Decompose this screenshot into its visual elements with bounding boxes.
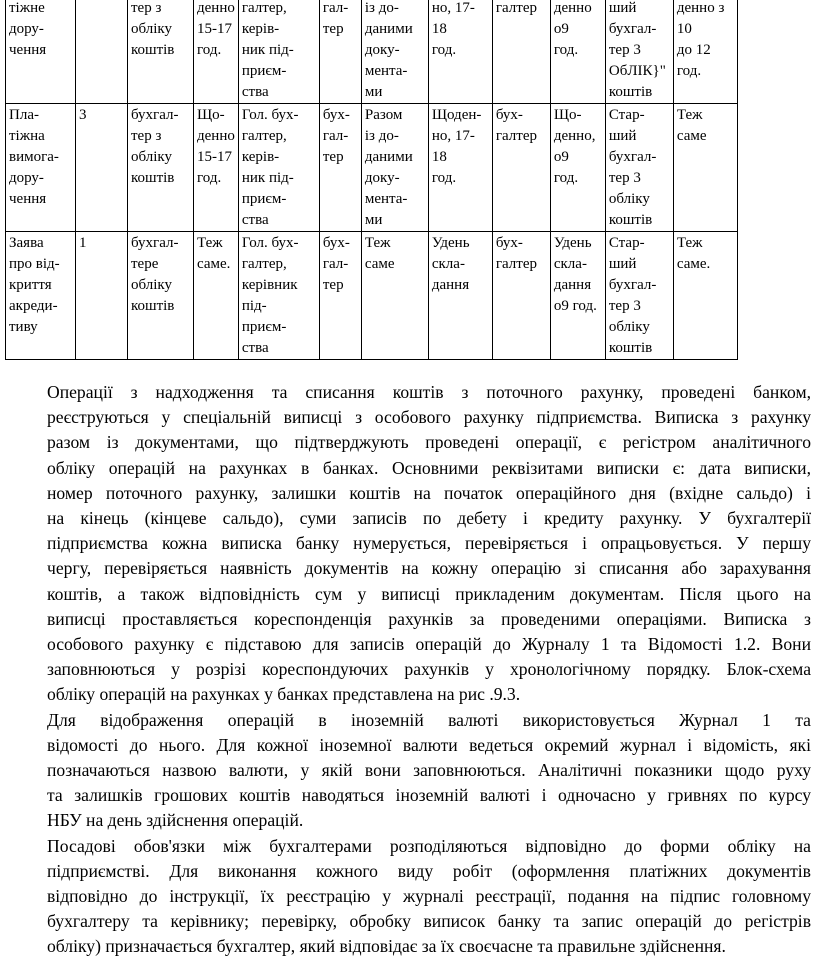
cell-text: Стар-	[608, 235, 645, 251]
cell-text: керівник	[241, 277, 298, 293]
cell-text: ми	[364, 212, 383, 228]
cell-text: денно з	[676, 0, 725, 16]
cell-text: 15-17	[197, 149, 232, 165]
cell-text: год.	[676, 63, 702, 79]
cell-text: тіжне	[9, 0, 45, 16]
table-cell	[361, 232, 428, 360]
table-cell	[361, 0, 428, 104]
cell-text: приєм-	[241, 319, 287, 335]
cell-text: дору-	[9, 21, 44, 37]
cell-text: чення	[9, 191, 47, 207]
paragraph-2	[5, 708, 811, 834]
cell-text: коштів	[131, 298, 175, 314]
cell-text: скла-	[431, 256, 465, 272]
cell-text: о9	[553, 21, 569, 37]
text-line: підприємства кожна виписка банку нумерується, перевіряється і опрацьовується. У першу	[47, 533, 811, 554]
table-cell	[319, 104, 361, 232]
table-cell	[128, 0, 194, 104]
cell-text: Теж	[676, 235, 703, 251]
table-cell	[605, 104, 673, 232]
cell-text: 1	[79, 235, 87, 251]
text-line: відповідно до інструкції, їх реєстрацію у журналі реєстрації, подання на підпис головному	[47, 886, 811, 907]
cell-text: галтер	[495, 0, 537, 16]
cell-text: про від-	[9, 256, 60, 272]
table-cell	[605, 0, 673, 104]
text-line: обліку операцій на рахунках в банках. Основними реквізитами виписки є: дата виписки,	[47, 457, 811, 478]
cell-text: галтер	[495, 256, 537, 272]
cell-text: денно	[197, 128, 235, 144]
cell-text: ший	[608, 256, 637, 272]
cell-text: обліку	[131, 277, 172, 293]
table-cell	[673, 0, 737, 104]
cell-text: год.	[553, 42, 579, 58]
text-line: Для відображення операцій в іноземній валюті використовується Журнал 1 та	[47, 709, 811, 730]
cell-text: Удень	[431, 235, 470, 251]
table-cell	[550, 0, 605, 104]
table-cell	[238, 232, 319, 360]
cell-text: із до-	[364, 0, 399, 16]
cell-text: тер	[322, 21, 344, 37]
table-cell	[76, 232, 128, 360]
cell-text: саме.	[197, 256, 231, 272]
text-line: НБУ на день здійснення операцій.	[47, 810, 304, 831]
cell-text: галтер,	[241, 256, 287, 272]
table-body	[6, 0, 738, 360]
cell-text: 10	[676, 21, 692, 37]
table-row	[6, 232, 738, 360]
cell-text: Теж	[676, 107, 703, 123]
cell-text: тер з	[131, 128, 162, 144]
table-cell	[6, 0, 76, 104]
cell-text: ник під-	[241, 42, 294, 58]
table-row	[6, 0, 738, 104]
cell-text: о9	[553, 149, 569, 165]
text-line: Операції з надходження та списання коштів з поточного рахунку, проведені банком,	[47, 382, 811, 402]
cell-text: коштів	[131, 42, 175, 58]
table-cell	[492, 232, 550, 360]
document-table	[5, 0, 738, 360]
cell-text: ства	[241, 212, 269, 228]
cell-text: 18	[431, 21, 447, 37]
cell-text: о9 год.	[553, 298, 597, 314]
cell-text: 15-17	[197, 21, 232, 37]
cell-text: дання	[431, 277, 470, 293]
cell-text: денно,	[553, 128, 596, 144]
table-cell	[128, 232, 194, 360]
cell-text: коштів	[608, 340, 653, 356]
cell-text: коштів	[608, 212, 653, 228]
table-cell	[492, 0, 550, 104]
cell-text: тер	[322, 277, 344, 293]
text-line: особового рахунку є підставою для записів операцій до Журналу 1 та Відомості 1.2. Вони	[47, 634, 811, 655]
table-cell	[550, 104, 605, 232]
cell-text: криття	[9, 277, 52, 293]
cell-text: гал-	[322, 0, 349, 16]
text-line: номер поточного рахунку, залишки коштів на початок операційного дня (вхідне сальдо) і	[47, 482, 811, 503]
text-line: на кінець (кінцеве сальдо), суми записів по дебету і кредиту рахунку. У бухгалтерії	[47, 508, 811, 529]
table-cell	[361, 104, 428, 232]
table-cell	[428, 0, 492, 104]
cell-text: бух-	[495, 107, 523, 123]
cell-text: тер	[322, 149, 344, 165]
cell-text: мента-	[364, 191, 408, 207]
text-line: обліку) призначається бухгалтер, який відповідає за їх своєчасне та правильне здійснення.	[47, 936, 726, 957]
cell-text: саме	[364, 256, 395, 272]
body-text	[5, 380, 811, 960]
cell-text: вимога-	[9, 149, 59, 165]
cell-text: галтер,	[241, 128, 287, 144]
table-cell	[6, 104, 76, 232]
cell-text: із до-	[364, 128, 399, 144]
cell-text: тер 3	[608, 170, 641, 186]
cell-text: приєм-	[241, 191, 287, 207]
cell-text: дання	[553, 277, 592, 293]
cell-text: коштів	[608, 84, 653, 100]
cell-text: гал-	[322, 256, 349, 272]
table-cell	[673, 232, 737, 360]
cell-text: бух-	[495, 235, 523, 251]
cell-text: керів-	[241, 21, 280, 37]
cell-text: Теж	[364, 235, 391, 251]
cell-text: ства	[241, 340, 269, 356]
table-cell	[238, 104, 319, 232]
cell-text: год.	[197, 42, 222, 58]
cell-text: мента-	[364, 63, 408, 79]
text-line: виписці проставляється кореспонденція рахунків за проведеними операціями. Виписка з	[47, 608, 811, 629]
cell-text: тиву	[9, 319, 38, 335]
table-cell	[428, 104, 492, 232]
paragraph-3	[5, 834, 811, 960]
cell-text: ства	[241, 84, 269, 100]
cell-text: галтер,	[241, 0, 287, 16]
cell-text: денно	[553, 0, 592, 16]
text-line: заповнюються у розрізі кореспондуючих рахунків у хронологічному порядку. Блок-схема	[47, 659, 811, 680]
cell-text: Пла-	[9, 107, 39, 123]
text-line: разом із документами, що підтверджують проведені операції, є регістром аналітичного	[47, 432, 811, 453]
cell-text: під-	[241, 298, 267, 314]
cell-text: тере	[131, 256, 159, 272]
cell-text: год.	[431, 170, 457, 186]
cell-text: бух-	[322, 235, 350, 251]
cell-text: саме.	[676, 256, 711, 272]
cell-text: но, 17-	[431, 0, 475, 16]
cell-text: приєм-	[241, 63, 287, 79]
cell-text: 18	[431, 149, 447, 165]
table-cell	[238, 0, 319, 104]
table-cell	[319, 232, 361, 360]
cell-text: ший	[608, 0, 637, 16]
table-cell	[319, 0, 361, 104]
cell-text: тер 3	[608, 42, 641, 58]
text-line: чергу, перевіряється наявність документів на кожну операцію зі списання або зарахування	[47, 558, 811, 579]
text-line: відомості до нього. Для кожної іноземної валюти ведеться окремий журнал і відомість, які	[47, 734, 811, 755]
cell-text: бухгал-	[131, 235, 179, 251]
cell-text: до 12	[676, 42, 711, 58]
table-cell	[76, 104, 128, 232]
cell-text: обліку	[131, 21, 172, 37]
text-line: Посадові обов'язки між бухгалтерами розподіляються відповідно до форми обліку на	[47, 835, 811, 856]
cell-text: денно	[197, 0, 235, 16]
cell-text: Щоден-	[431, 107, 482, 123]
cell-text: год.	[197, 170, 222, 186]
cell-text: Гол. бух-	[241, 235, 299, 251]
cell-text: гал-	[322, 128, 349, 144]
cell-text: но, 17-	[431, 128, 475, 144]
cell-text: даними	[364, 21, 413, 37]
cell-text: Теж	[197, 235, 223, 251]
text-line: коштів, а також відповідність сум у виписці прикладеним документам. Після цього на	[47, 583, 811, 604]
cell-text: Разом	[364, 107, 403, 123]
table-cell	[492, 104, 550, 232]
text-line: обліку операцій на рахунках у банках представлена на рис .9.3.	[47, 684, 521, 705]
cell-text: ОбЛІК}"	[608, 63, 666, 79]
cell-text: ми	[364, 84, 383, 100]
table-cell	[194, 0, 239, 104]
cell-text: обліку	[131, 149, 172, 165]
cell-text: обліку	[608, 191, 650, 207]
table-cell	[194, 232, 239, 360]
cell-text: бухгал-	[608, 21, 657, 37]
cell-text: бухгал-	[131, 107, 179, 123]
table-cell	[550, 232, 605, 360]
text-line: та залишків грошових коштів наводяться іноземній валюті і одночасно у гривнях по курсу	[47, 785, 811, 806]
cell-text: скла-	[553, 256, 587, 272]
cell-text: галтер	[495, 128, 537, 144]
cell-text: бухгал-	[608, 277, 657, 293]
cell-text: Удень	[553, 235, 592, 251]
cell-text: ший	[608, 128, 637, 144]
table-cell	[428, 232, 492, 360]
cell-text: бух-	[322, 107, 350, 123]
cell-text: коштів	[131, 170, 175, 186]
cell-text: доку-	[364, 170, 400, 186]
cell-text: саме	[676, 128, 707, 144]
text-line: реєструються у спеціальній виписці з особового рахунку підприємства. Виписка з рахунку	[47, 407, 811, 428]
table-cell	[605, 232, 673, 360]
paragraph-1	[5, 380, 811, 708]
table-cell	[194, 104, 239, 232]
cell-text: чення	[9, 42, 47, 58]
cell-text: акреди-	[9, 298, 58, 314]
cell-text: керів-	[241, 149, 280, 165]
cell-text: Що-	[197, 107, 225, 123]
cell-text: Заява	[9, 235, 44, 251]
text-line: бухгалтеру та керівнику; перевірку, обробку виписок банку та запис операцій до регістрів	[47, 911, 811, 932]
cell-text: даними	[364, 149, 413, 165]
cell-text: обліку	[608, 319, 650, 335]
cell-text: дору-	[9, 170, 44, 186]
text-line: підприємстві. Для виконання кожного виду робіт (оформлення платіжних документів	[47, 860, 811, 881]
cell-text: Гол. бух-	[241, 107, 299, 123]
cell-text: бухгал-	[608, 149, 657, 165]
cell-text: доку-	[364, 42, 400, 58]
cell-text: Що-	[553, 107, 582, 123]
cell-text: 3	[79, 107, 87, 123]
cell-text: ник під-	[241, 170, 294, 186]
cell-text: год.	[431, 42, 457, 58]
table-cell	[673, 104, 737, 232]
cell-text: тер 3	[608, 298, 641, 314]
table-cell	[76, 0, 128, 104]
table-cell	[128, 104, 194, 232]
table-cell	[6, 232, 76, 360]
text-line: позначаються назвою валюти, у якій вони заповнюються. Аналітичні показники щодо руху	[47, 760, 811, 781]
table-row	[6, 104, 738, 232]
cell-text: тер з	[131, 0, 162, 16]
cell-text: Стар-	[608, 107, 645, 123]
cell-text: тіжна	[9, 128, 45, 144]
cell-text: год.	[553, 170, 579, 186]
